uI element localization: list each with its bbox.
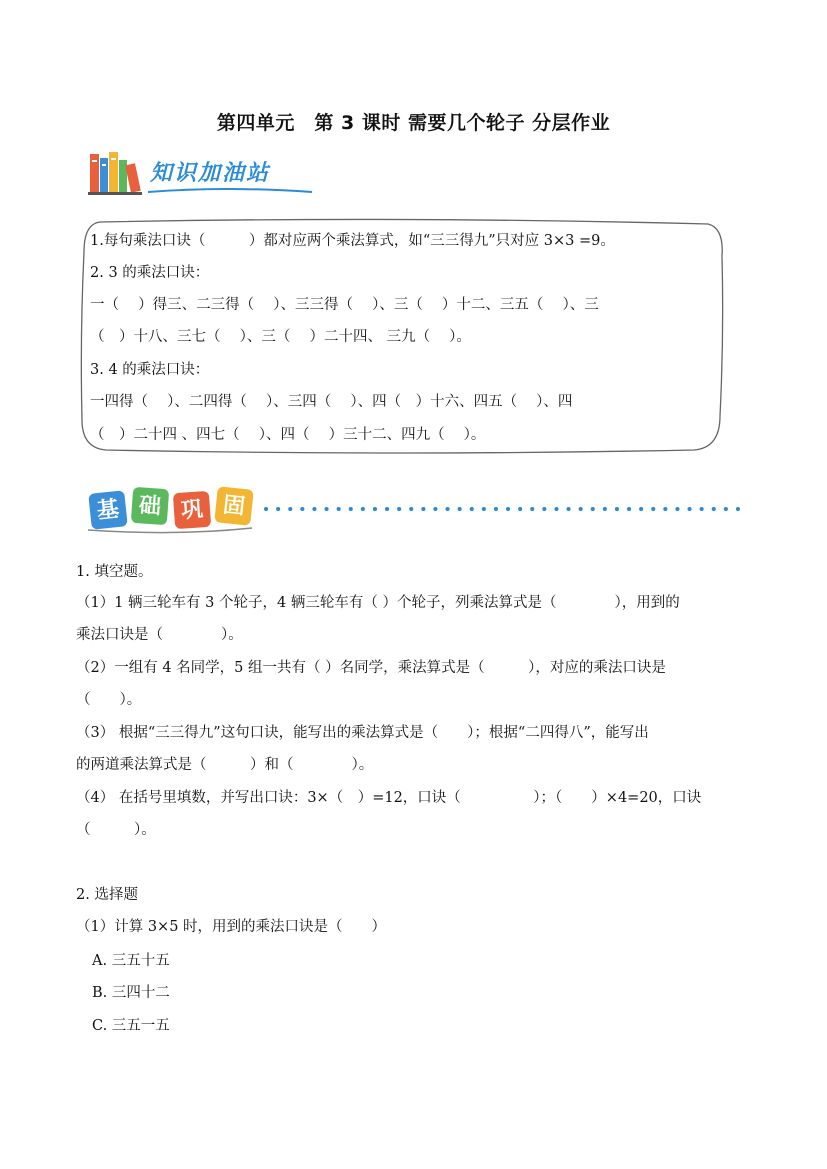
section1-q2-line1: （2）一组有 4 名同学，5 组一共有（ ）名同学，乘法算式是（ ），对应的乘法口诀是: [76, 660, 666, 676]
section2-q1: （1）计算 3×5 时，用到的乘法口诀是（ ）: [76, 919, 387, 935]
basics-underline: [86, 526, 256, 536]
knowledge-line-4: （ ）十八、三七（ ）、三（ ）二十四、 三九（ ）。: [90, 329, 471, 345]
knowledge-line-2: 2. 3 的乘法口诀：: [90, 265, 210, 281]
basics-dotted-line: [262, 504, 742, 514]
basics-tile-4: 固: [214, 486, 254, 526]
knowledge-line-3: 一（ ）得三、二三得（ ）、三三得（ ）、三（ ）十二、三五（ ）、三: [90, 297, 599, 313]
section1-q1-line1: （1）1 辆三轮车有 3 个轮子，4 辆三轮车有（ ）个轮子，列乘法算式是（ ），用到的: [76, 595, 680, 611]
basics-tile-1: 基: [88, 490, 128, 530]
basics-tile-2: 础: [131, 487, 169, 525]
section1-q3-line1: （3） 根据“三三得九”这句口诀，能写出的乘法算式是（ ）；根据“二四得八”，能写出: [76, 725, 649, 741]
section2-option-a: A. 三五十五: [92, 953, 170, 969]
knowledge-line-7: （ ）二十四 、四七（ ）、四（ ）三十二、四九（ ）。: [90, 427, 486, 443]
knowledge-line-5: 3. 4 的乘法口诀：: [90, 362, 210, 378]
banner-underline: [146, 186, 316, 196]
section1-q4-line2: （ ）。: [76, 822, 156, 838]
section1-q2-line2: （ ）。: [76, 692, 142, 708]
section1-q1-line2: 乘法口诀是（ ）。: [76, 627, 243, 643]
section2-heading: 2. 选择题: [76, 887, 138, 903]
knowledge-line-6: 一四得（ ）、二四得（ ）、三四（ ）、四（ ）十六、四五（ ）、四: [90, 394, 573, 410]
section1-q3-line2: 的两道乘法算式是（ ）和（ ）。: [76, 757, 374, 773]
knowledge-banner: [88, 150, 318, 198]
basics-tile-3: 巩: [173, 491, 211, 529]
section2-option-b: B. 三四十二: [92, 985, 170, 1001]
knowledge-line-1: 1.每句乘法口诀（ ）都对应两个乘法算式，如“三三得九”只对应 3×3 =9。: [90, 233, 615, 249]
section2-option-c: C. 三五一五: [92, 1018, 170, 1034]
section1-heading: 1. 填空题。: [76, 564, 153, 580]
basics-banner: [86, 486, 746, 536]
knowledge-banner-title: 知识加油站: [150, 161, 271, 186]
page-title: 第四单元 第 3 课时 需要几个轮子 分层作业: [216, 112, 611, 134]
books-icon: [88, 150, 142, 196]
section1-q4-line1: （4） 在括号里填数，并写出口诀：3×（ ）=12，口诀（ ）；（ ）×4=20，口诀: [76, 790, 702, 806]
